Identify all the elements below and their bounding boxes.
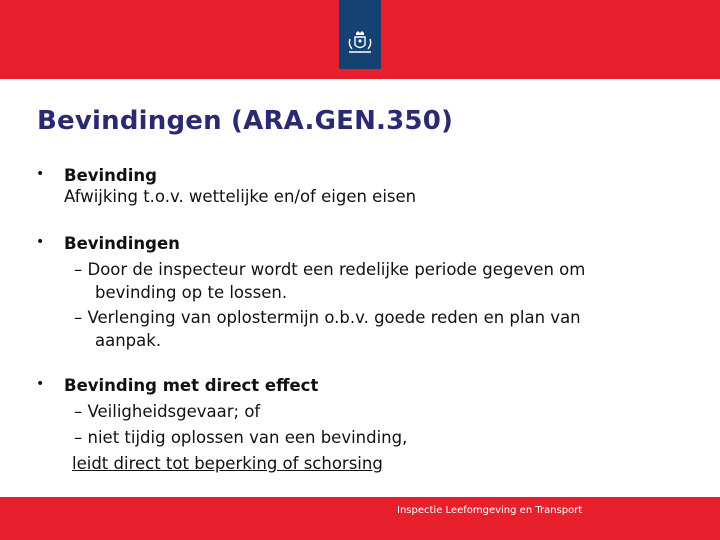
sub-item: – Door de inspecteur wordt een redelijke periode gegeven om xyxy=(74,260,586,279)
royal-coat-of-arms-icon xyxy=(346,30,374,56)
bullet-heading: Bevindingen xyxy=(64,234,180,253)
bullet-heading: Bevinding met direct effect xyxy=(64,376,319,395)
header-bar xyxy=(0,0,720,79)
sub-item: – Verlenging van oplostermijn o.b.v. goede reden en plan van xyxy=(74,308,581,327)
sub-item-continuation: bevinding op te lossen. xyxy=(95,283,288,302)
footer-text: Inspectie Leefomgeving en Transport xyxy=(397,505,583,516)
sub-item-continuation: aanpak. xyxy=(95,331,162,350)
bullet-text: Afwijking t.o.v. wettelijke en/of eigen eisen xyxy=(64,187,417,206)
sub-item: – niet tijdig oplossen van een bevinding, xyxy=(74,428,408,447)
bullet-marker: • xyxy=(36,234,45,250)
sub-item: – Veiligheidsgevaar; of xyxy=(74,402,261,421)
conclusion-text: leidt direct tot beperking of schorsing xyxy=(72,454,383,473)
logo xyxy=(339,0,381,69)
bullet-marker: • xyxy=(36,166,45,182)
bullet-marker: • xyxy=(36,376,45,392)
bullet-heading: Bevinding xyxy=(64,166,157,185)
slide-title: Bevindingen (ARA.GEN.350) xyxy=(37,106,454,136)
footer-bar xyxy=(0,497,720,540)
